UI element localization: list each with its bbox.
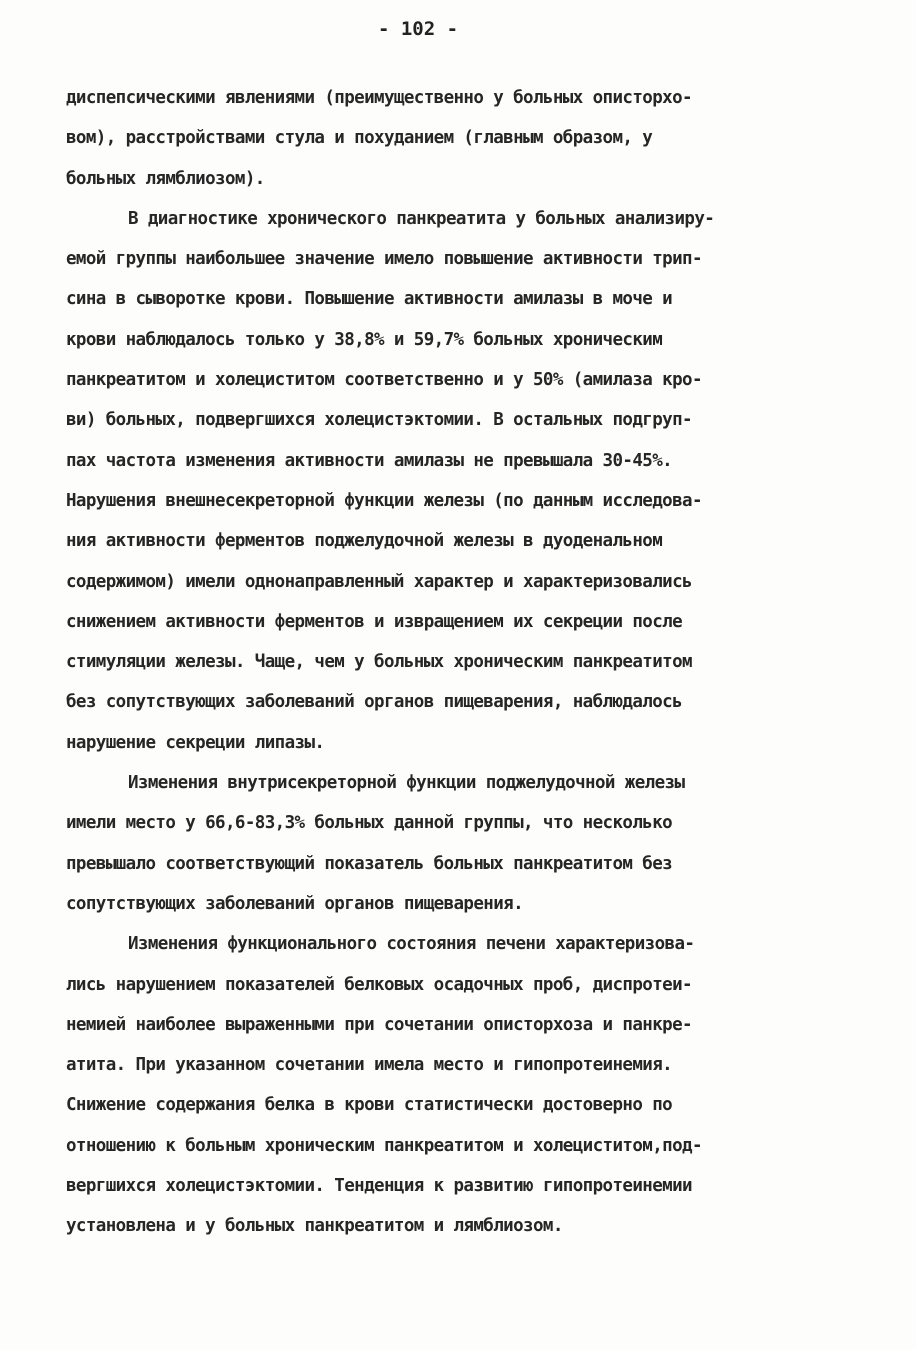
page-number: - 102 - [377,18,459,40]
text-line: Изменения функционального состояния печени характеризова- [128,934,695,955]
text-line: без сопутствующих заболеваний органов пищеварения, наблюдалось [66,692,683,713]
text-line: атита. При указанном сочетании имела место и гипопротеинемия. [66,1055,673,1076]
text-line: В диагностике хронического панкреатита у больных анализиру- [128,208,715,229]
text-line: Нарушения внешнесекреторной функции железы (по данным исследова- [66,490,702,511]
text-line: емой группы наибольшее значение имело повышение активности трип- [66,249,702,270]
text-line: сопутствующих заболеваний органов пищеварения. [66,893,524,914]
text-line: снижением активности ферментов и извращением их секреции после [66,611,683,632]
text-line: диспепсическими явлениями (преимущественно у больных описторхо- [66,88,692,108]
paragraph-2 [66,199,856,763]
text-line: панкреатитом и холециститом соответственно и у 50% (амилаза кро- [66,370,702,391]
text-line: больных лямблиозом). [66,168,265,189]
text-line: пах частота изменения активности амилазы не превышала 30-45%. [66,450,673,471]
text-line: лись нарушением показателей белковых осадочных проб, диспротеи- [66,974,692,995]
text-line: ния активности ферментов поджелудочной железы в дуоденальном [66,531,663,552]
text-line: имели место у 66,6-83,3% больных данной группы, что несколько [66,813,673,834]
text-line: крови наблюдалось только у 38,8% и 59,7% больных хроническим [66,329,663,350]
text-line: нарушение секреции липазы. [66,732,325,753]
paragraph-3 [66,763,856,924]
text-line: содержимом) имели однонаправленный характер и характеризовались [66,571,692,592]
text-line: сина в сыворотке крови. Повышение активности амилазы в моче и [66,289,673,310]
paragraph-4 [66,924,856,1246]
text-line: вергшихся холецистэктомии. Тенденция к развитию гипопротеинемии [66,1176,692,1197]
text-line: стимуляции железы. Чаще, чем у больных хроническим панкреатитом [66,652,692,673]
body-text [66,78,856,1247]
text-line: установлена и у больных панкреатитом и лямблиозом. [66,1216,563,1237]
text-line: Снижение содержания белка в крови статистически достоверно по [66,1095,673,1116]
text-line: ви) больных, подвергшихся холецистэктомии. В остальных подгруп- [66,410,692,431]
text-line: немией наиболее выраженными при сочетании описторхоза и панкре- [66,1014,692,1035]
text-line: Изменения внутрисекреторной функции поджелудочной железы [128,773,685,794]
paragraph-1 [66,78,856,199]
text-line: вом), расстройствами стула и похуданием (главным образом, у [66,128,653,149]
text-line: отношению к больным хроническим панкреатитом и холециститом,под- [66,1135,702,1156]
text-line: превышало соответствующий показатель больных панкреатитом без [66,853,673,874]
